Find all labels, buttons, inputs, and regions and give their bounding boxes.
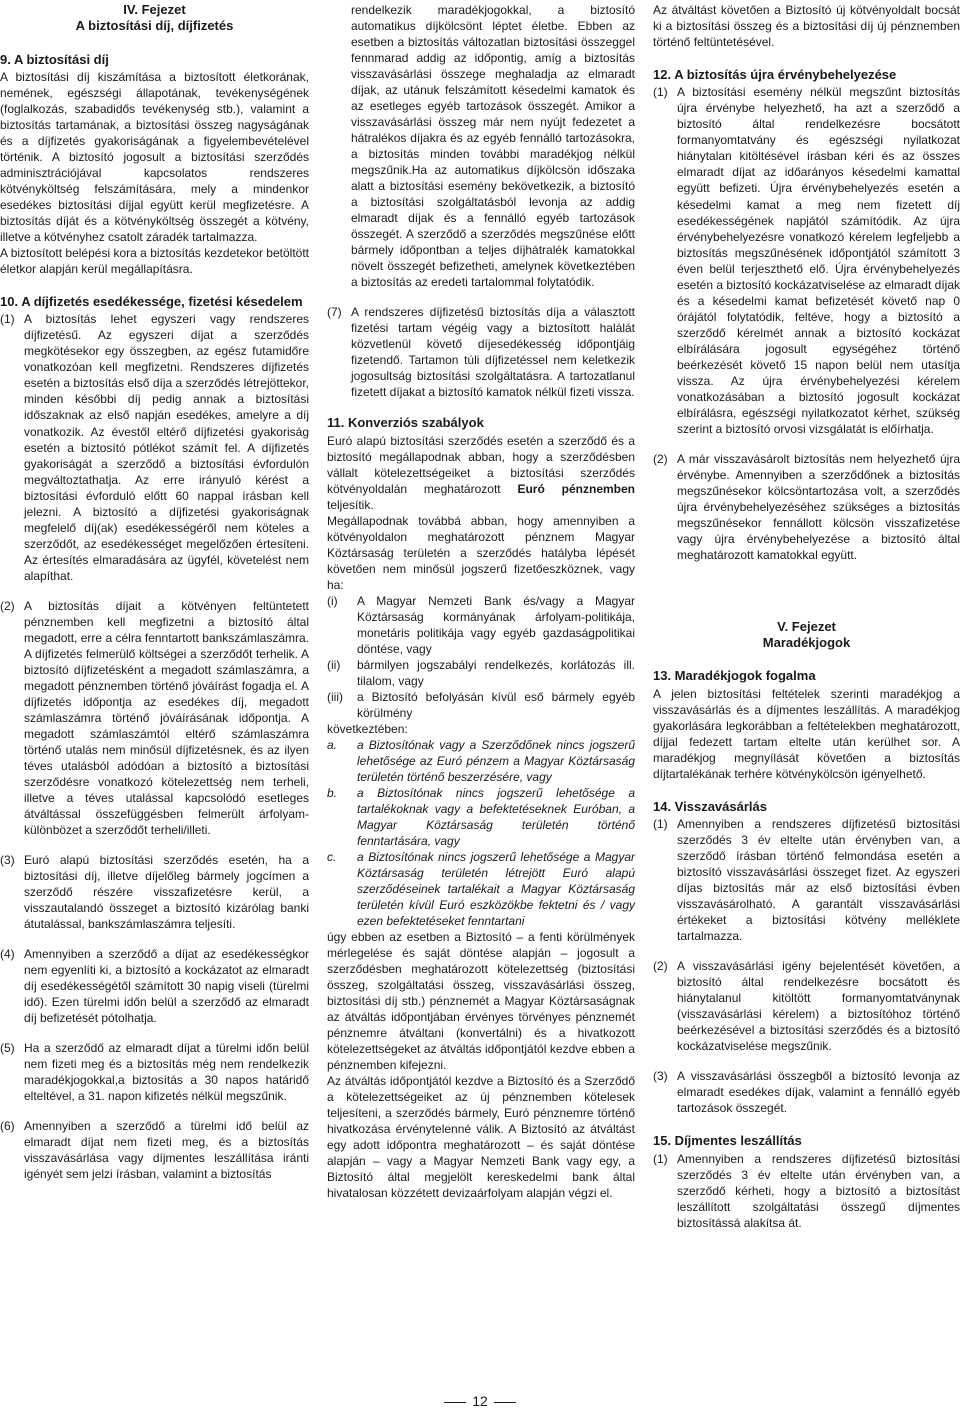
- clause-text: Amennyiben a rendszeres díjfizetésű biztosítási szerződés 3 év eltelte után érvényben van, a szerződő kérheti, hogy a biztosító a biztosítást leszállított szolgáltatási összegű díjmentes biztosítássá alakítsa át.: [677, 1151, 960, 1230]
- roman-text: a Biztosító befolyásán kívül eső bármely egyéb körülmény: [357, 689, 635, 720]
- clause-text: Amennyiben a rendszeres díjfizetésű biztosítási szerződés 3 év eltelte után érvényben van, a szerződő írásban történő felmondása esetén a biztosító visszavásárlási összeget fizet. Az egyszeri díjas biztosítás már az első biztosítási évben visszavásárolható. A garantált visszavásárlási értékeket a biztosítási kötvény melléklete tartalmazza.: [677, 817, 960, 944]
- clause-number: (2): [0, 598, 15, 613]
- letter-text: a Biztosítónak nincs jogszerű lehetősége a Magyar Köztársaság területén létrejött Euró alapú szerződéseinek tartalékait a Magyar Köztársaság területén kívül Euró eszközökbe fektetni és / vagy ezen befektetéseket fenntartani: [357, 850, 635, 929]
- section-title: 15. Díjmentes leszállítás: [653, 1133, 802, 1149]
- paragraph: Az átváltás időpontjától kezdve a Biztosító és a Szerződő a kötelezettségeiket az új pénznemben kötelesek teljesíteni, a szerződés bármely, Euró pénznemre történő hivatkozása érvénytelenné válik. A Biztosító az átváltást egy adott időpontra meghatározott – és saját döntése alapján – vagy a Magyar Nemzeti Bank vagy egy, a Biztosító által megjelölt kereskedelmi bank által hivatalosan közzétett devizaárfolyam alapján végzi el.: [327, 1074, 635, 1201]
- section-11: [327, 414, 635, 1201]
- roman-text: bármilyen jogszabályi rendelkezés, korlátozás ill. tilalom, vagy: [357, 657, 635, 688]
- currency-emphasis: Euró pénznemben: [517, 481, 635, 496]
- clause-number: (1): [0, 312, 15, 327]
- clause-number: (1): [653, 817, 668, 832]
- clause: [653, 1068, 960, 1116]
- clause-text: A biztosítási esemény nélkül megszűnt biztosítás újra érvénybe helyezhető, ha azt a szerződő a biztosító által rendelkezésre bocsátott formanyomtatvány és egészségi nyilatkozat hiánytalan kitöltésével írásban kéri és az összes elmaradt díjat az időarányos késedelmi kamattal együtt befizeti. Újra érvénybehelyezés esetén a késedelmi kamat a meg nem fizetett díj esedékességének napjától számítódik. Az újra érvénybehelyezésre vonatkozó kérelem legfeljebb a biztosítás megszűnésének időpontjától számított 3 éven belül terjeszthető elő. Újra érvénybehelyezés esetén a biztosító kockázatviselése az elmaradt díjak és a késedelmi kamat befizetését követő nap 0 órájától folytatódik, feltéve, hogy a biztosító a szerződő kérelmét annak a biztosító kockázat elbírálására jogosult egységéhez történő beérkezését követő 15 napon belül nem utasítja vissza. Az újra érvénybehelyezési kérelem vonatkozásában a biztosító jogosult kockázat elbírálásra, egészségi nyilatkozatot kérhet, szükség szerint a biztosító orvosi vizsgálatát is előírhatja.: [677, 85, 960, 436]
- chapter-number: V. Fejezet: [777, 618, 836, 634]
- paragraph: következtében:: [327, 722, 408, 736]
- clause: [653, 1151, 960, 1231]
- roman-item: [327, 689, 635, 721]
- clause: [0, 1040, 309, 1104]
- roman-number: (i): [327, 593, 338, 608]
- chapter-heading-v: [653, 619, 960, 652]
- clause-text: A már visszavásárolt biztosítás nem helyezhető újra érvénybe. Amennyiben a szerződőnek a biztosítás megszűnésekor kölcsöntartozása volt, a szerződés újra érvénybehelyezéséhez szükséges a biztosítás megszűnésekor fennállott kölcsön visszafizetése vagy újra érvénybehelyezése a biztosító által meghatározott kamatokkal együtt.: [677, 451, 960, 562]
- chapter-title: Maradékjogok: [762, 635, 851, 651]
- chapter-number: IV. Fejezet: [123, 2, 186, 17]
- clause-text: A biztosítás díjait a kötvényen feltüntetett pénznemben kell megfizetni a biztosító által megadott, erre a célra fenntartott bankszámlaszámra. A díjfizetés felmerülő költségei a szerződőt terhelik. A biztosító díjfizetésként a megadott számlaszámra, a megadott pénznemben történő jóváírást fogadja el. A díjfizetés időpontja az esedékes díj, megadott számlaszámra történő jóváírásának időpontja. A megadott számlaszámtól eltérő számlaszámra történő utalás nem minősül díjfizetésnek, és az ilyen téves utalásból adódóan a biztosító a biztosítási szerződésre vonatkozó kötelezettség nem terheli, illetve a téves utalással kapcsolódó esetleges átváltással összefüggésben felmerült árfolyam-különbözet a szerződőt terheli/illeti.: [24, 598, 309, 837]
- clause: [0, 852, 309, 932]
- chapter-title: A biztosítási díj, díjfizetés: [75, 18, 234, 34]
- clause: [653, 816, 960, 944]
- clause-text: A rendszeres díjfizetésű biztosítás díja a választott fizetési tartam végéig vagy a biztosított halálát közvetlenül követő díjesedékesség időpontjáig fizetendő. Tartamon túli díjfizetéssel nem keletkezik jogosultság biztosítási szolgáltatásra. A tartozatlanul fizetett díjakat a biztosító kamatok nélkül fizeti vissza.: [351, 305, 635, 400]
- clause: [653, 958, 960, 1054]
- roman-text: A Magyar Nemzeti Bank és/vagy a Magyar Köztársaság kormányának árfolyam-politikája, monetáris politikája vagy egyéb gazdaságpolitikai döntése, vagy: [357, 593, 635, 656]
- clause-text: A biztosítás lehet egyszeri vagy rendszeres díjfizetésű. Az egyszeri díjat a szerződés megkötésekor egy összegben, az egész futamidőre vonatkozóan kell megfizetni. Rendszeres díjfizetés esetén a biztosítás első díja a szerződés létrejöttekor, minden későbbi díj pedig annak a biztosítási időszaknak az első napján esedékes, amelyre a díj vonatkozik. Az évestől eltérő díjfizetési gyakoriság esetén a biztosító pótlékot számít fel. A díjfizetés gyakoriságát a szerződő a biztosítási évfordulón megváltoztathatja. Az erre irányuló kérést a biztosítási évforduló előtt 60 nappal írásban kell jelezni. A biztosító a díjfizetési gyakoriságnak megfelelő díj(ak) esedékességéről nem köteles a szerződőt, az esedékességet megelőzően értesíteni. Az értesítés elmaradására az ügyfél, követelést nem alapíthat.: [24, 312, 309, 583]
- roman-item: [327, 593, 635, 657]
- section-9: [0, 51, 309, 278]
- clause-text: rendelkezik maradékjogokkal, a biztosító automatikus díjkölcsönt léptet életbe. Ebben az esetben a biztosítás változatlan biztosítási összeggel fennmarad addig az időpontig, amíg a biztosítás visszavásárlási összege meghaladja az elmaradt díjak, az utánuk felszámított késedelmi kamatok és az esetleges egyéb tartozások összegét. Amikor a visszavásárlási összeg már nem nyújt fedezetet a hátralékos díjakra és az egyéb fennálló tartozásokra, a biztosítás minden további maradékjog nélkül megszűnik.Ha az automatikus díjkölcsön időszaka alatt a biztosítási esemény bekövetkezik, a biztosító a biztosítási szolgáltatásból levonja az addig elmaradt díjak és a fennálló egyéb tartozások összegét. A szerződő a szerződés megszűnése előtt bármely időpontban a teljes díjhátralék kamatokkal növelt összegét befizetheti, amelynek következtében a biztosítás az eredeti tartalommal folytatódik.: [351, 3, 635, 290]
- footer-rule: [494, 1402, 516, 1403]
- clause: [653, 451, 960, 563]
- section-title: 10. A díjfizetés esedékessége, fizetési késedelem: [0, 294, 303, 310]
- paragraph: Az átváltást követően a Biztosító új kötvényoldalt bocsát ki a biztosítási összeg és a biztosítási díj új pénznemben történő feltüntetésével.: [653, 3, 960, 50]
- clause: [0, 311, 309, 583]
- letter-text: a Biztosítónak nincs jogszerű lehetősége a tartalékoknak vagy a befektetéseknek Euróban, a Magyar Köztársaság területén történő fenntartására, vagy: [357, 786, 635, 849]
- clause-text: Amennyiben a szerződő a türelmi idő belül az elmaradt díjat nem fizeti meg, és a biztosítás visszavásárlása vagy díjmentes leszállítása iránti igényét sem jelzi írásban, valamint a biztosítás: [24, 1119, 309, 1182]
- clause-number: (2): [653, 451, 668, 466]
- letter-number: c.: [327, 850, 337, 865]
- clause-number: (7): [327, 305, 342, 320]
- clause-number: (6): [0, 1119, 15, 1134]
- clause-number: (1): [653, 1151, 668, 1166]
- clause-number: (3): [0, 852, 15, 867]
- letter-number: a.: [327, 738, 338, 753]
- paragraph: Euró alapú biztosítási szerződés esetén a szerződő és a biztosító megállapodnak abban, hogy a szerződésben vállalt kötelezettségeiket a biztosítási szerződés kötvényoldalán meghatározott Euró pénznemben teljesítik.: [327, 433, 635, 512]
- clause: [0, 598, 309, 838]
- clause-text: Ha a szerződő az elmaradt díjat a türelmi időn belül nem fizeti meg és a biztosítás még nem rendelkezik maradékjogokkal,a biztosítás a 30 napos határidő elteltével, a 31. napon kifizetés nélkül megszűnik.: [24, 1041, 309, 1104]
- clause-text: A visszavásárlási igény bejelentését követően, a biztosító által rendelkezésre bocsátott és hiánytalanul kitöltött formanyomtatványnak (visszavásárlási kérelem) a biztosítóhoz történő beérkezésével a biztosítási szerződés és a biztosító kockázatviselése megszűnik.: [677, 959, 960, 1054]
- section-title: 11. Konverziós szabályok: [327, 415, 484, 431]
- section-10: [0, 293, 309, 1182]
- column-right: [653, 2, 960, 1247]
- paragraph: A biztosítási díj kiszámítása a biztosított életkorának, nemének, egészségi állapotának, tevékenységének (foglalkozás, szabadidős tevékenység stb.), valamint a biztosítás tartamának, a biztosítási összeg nagyságának és a díjfizetés gyakoriságának a figyelembevételével történik. A biztosító jogosult a biztosítási szerződés adminisztrációjával kapcsolatos rendszeres kötvényköltség felszámítására, mely a mindenkor esedékes biztosítási díjjal együtt kerül megfizetésre. A biztosítás díját és a kötvényköltség összegét a kötvény, illetve a kötvényhez csatolt záradék tartalmazza.: [0, 69, 309, 244]
- clause-continuation: [327, 2, 635, 290]
- letter-item: [327, 849, 635, 929]
- page-number: 12: [472, 1393, 488, 1409]
- section-12: [653, 66, 960, 563]
- paragraph: A biztosított belépési kora a biztosítás kezdetekor betöltött életkor alapján kerül megállapításra.: [0, 246, 309, 277]
- section-title: 13. Maradékjogok fogalma: [653, 668, 816, 684]
- clause: [653, 84, 960, 436]
- footer-rule: [444, 1402, 466, 1403]
- clause-number: (3): [653, 1069, 668, 1084]
- chapter-heading-iv: [0, 2, 309, 35]
- clause-number: (2): [653, 959, 668, 974]
- clause-number: (4): [0, 946, 15, 961]
- clause-number: (1): [653, 85, 668, 100]
- section-title: 12. A biztosítás újra érvénybehelyezése: [653, 67, 897, 83]
- section-title: 9. A biztosítási díj: [0, 51, 109, 67]
- clause: [327, 304, 635, 400]
- letter-item: [327, 785, 635, 849]
- clause-text: Amennyiben a szerződő a díjat az esedékességkor nem egyenlíti ki, a biztosító a kockázatot az elmaradt díj esedékességétől számított 30 napig viseli (türelmi idő). Ezen türelmi időn belül a szerződő az elmaradt díj befizetését pótolhatja.: [24, 946, 309, 1026]
- section-title: 14. Visszavásárlás: [653, 798, 767, 814]
- section-14: [653, 798, 960, 1117]
- clause: [0, 946, 309, 1026]
- paragraph: úgy ebben az esetben a Biztosító – a fenti körülmények mérlegelése és saját döntése alapján – jogosult a szerződésben meghatározott kötelezettség (biztosítási összeg, szolgáltatási összeg, visszavásárlási összeg, biztosítási díj stb.) pénznemét a Magyar Köztársaságnak az átváltás időpontjában érvényes törvényes pénznemét pénznemre átváltani (konvertálni) és a hivatkozott kötelezettségeket az átváltás időpontjától kezdve ebben a pénznemben kifejezni.: [327, 930, 635, 1073]
- roman-item: [327, 657, 635, 689]
- letter-item: [327, 737, 635, 785]
- column-left: [0, 2, 309, 1198]
- paragraph: A jelen biztosítási feltételek szerinti maradékjog a visszavásárlás és a díjmentes leszállítás. A maradékjog gyakorlására legkorábban a feltételekben meghatározott, díjjal fedezett tartam eltelte után kerülhet sor. A maradékjog megnyílását követően a biztosítás díjtartalékának terhére kötvénykölcsön igényelhető.: [653, 686, 960, 781]
- clause-number: (5): [0, 1041, 15, 1056]
- paragraph: Megállapodnak továbbá abban, hogy amennyiben a kötvényoldalon meghatározott pénznem Magyar Köztársaság területén a szerződés hatályba lépését követően nem minősül jogszerű fizetőeszköznek, vagy ha:: [327, 513, 635, 592]
- roman-number: (iii): [327, 689, 343, 704]
- column-middle: [327, 2, 635, 1217]
- clause-text: A visszavásárlási összegből a biztosító levonja az elmaradt esedékes díjak, valamint a fennálló egyéb tartozások összegét.: [677, 1069, 960, 1116]
- section-15: [653, 1132, 960, 1230]
- roman-number: (ii): [327, 657, 341, 672]
- letter-number: b.: [327, 786, 338, 801]
- letter-text: a Biztosítónak vagy a Szerződőnek nincs jogszerű lehetősége az Euró pénzem a Magyar Köztársaság területén történő beszerzésére, vagy: [357, 738, 635, 785]
- section-13: [653, 667, 960, 781]
- page-footer: [0, 1392, 960, 1411]
- clause: [0, 1118, 309, 1182]
- clause-text: Euró alapú biztosítási szerződés esetén, ha a biztosítási díj, illetve díjelőleg bármely jogcímen a szerződő részére visszafizetésre kerül, a visszautalandó összeget a biztosító kizárólag banki átutalással, bankszámlaszámra teljesíti.: [24, 852, 309, 931]
